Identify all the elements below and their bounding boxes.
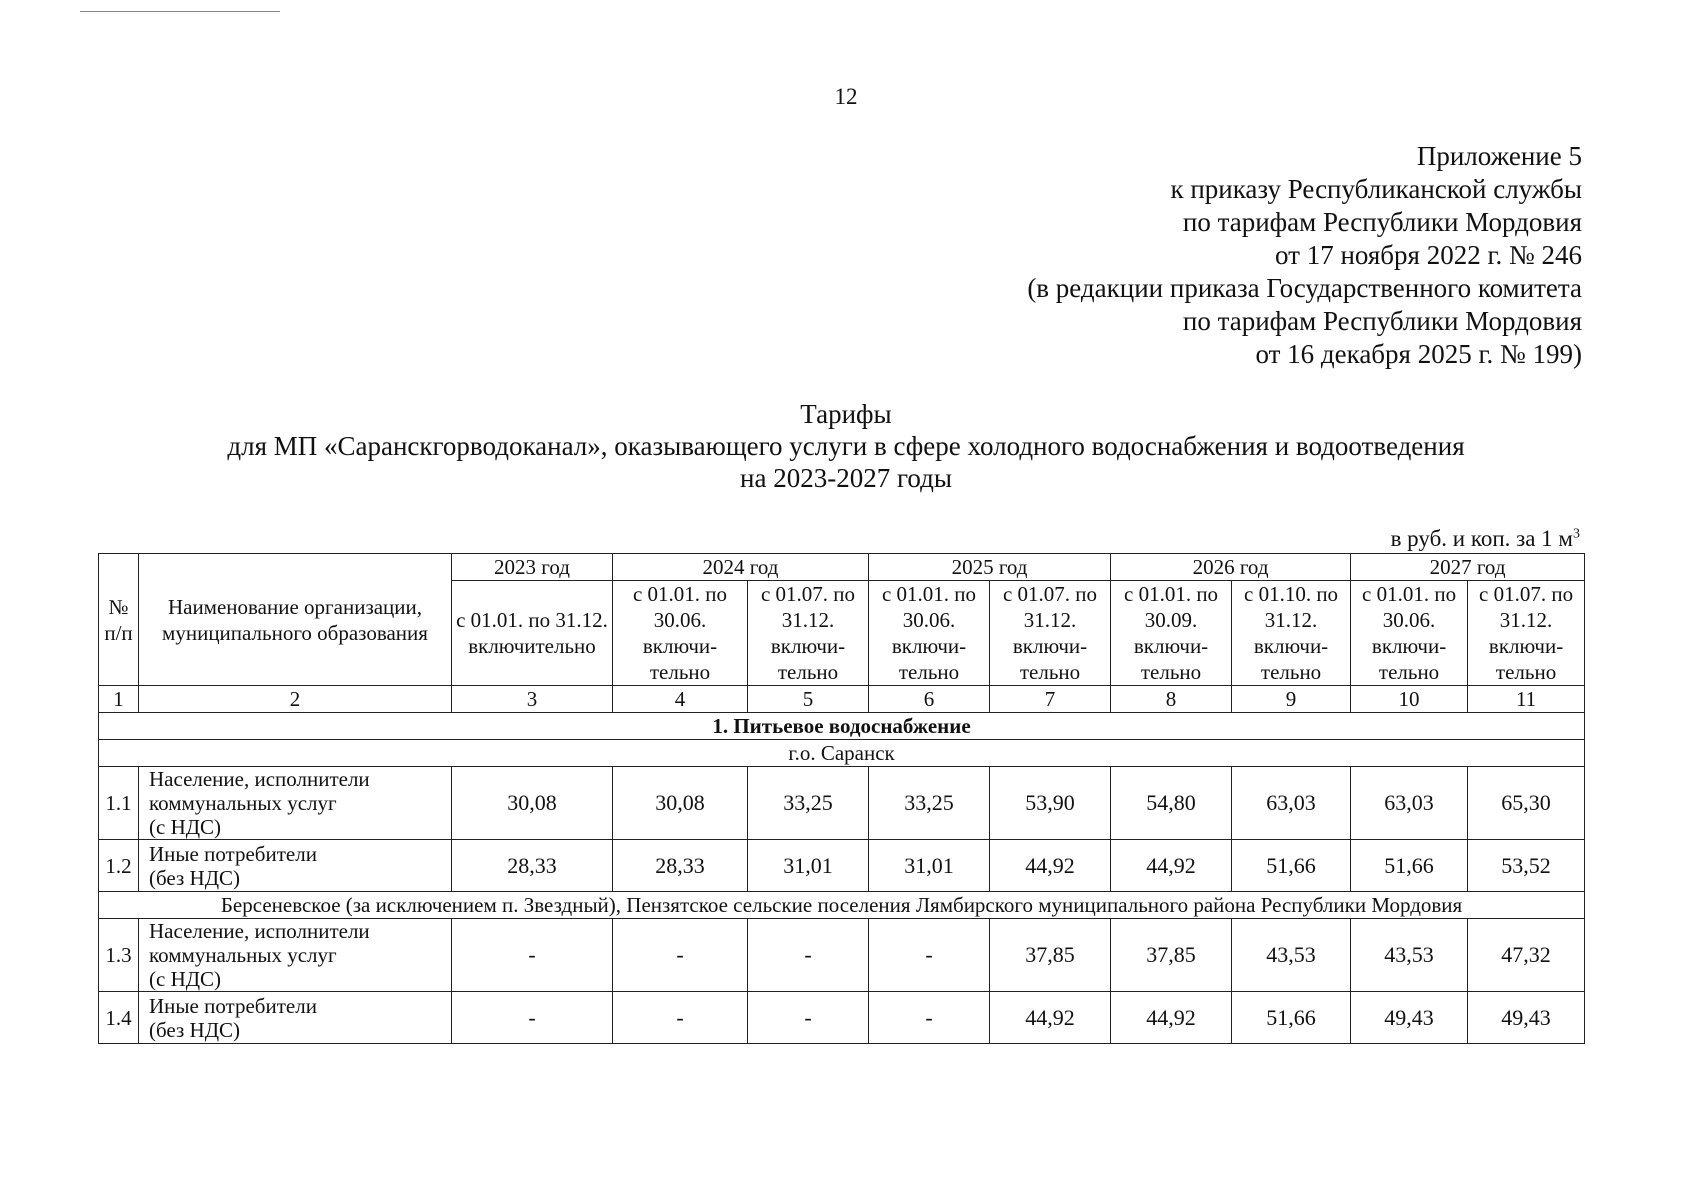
tariff-value: 63,03 bbox=[1232, 767, 1351, 840]
header-year: 2025 год bbox=[869, 554, 1111, 581]
appendix-line: (в редакции приказа Государственного комитета bbox=[1027, 273, 1582, 303]
column-number: 11 bbox=[1468, 686, 1585, 713]
row-number: 1.3 bbox=[99, 919, 139, 992]
tariff-value: 47,32 bbox=[1468, 919, 1585, 992]
appendix-line: от 17 ноября 2022 г. № 246 bbox=[1275, 240, 1582, 270]
tariff-value: 49,43 bbox=[1468, 992, 1585, 1044]
tariff-value: 31,01 bbox=[748, 840, 869, 892]
row-name-line: (с НДС) bbox=[149, 967, 222, 991]
column-number: 7 bbox=[990, 686, 1111, 713]
tariff-value: 44,92 bbox=[990, 992, 1111, 1044]
header-year: 2024 год bbox=[613, 554, 869, 581]
tariff-value: 30,08 bbox=[452, 767, 613, 840]
page-number: 12 bbox=[834, 84, 858, 109]
row-number: 1.4 bbox=[99, 992, 139, 1044]
header-period: с 01.07. по 31.12. включи- тельно bbox=[990, 581, 1111, 686]
tariff-value: 28,33 bbox=[452, 840, 613, 892]
tariff-value: 51,66 bbox=[1351, 840, 1468, 892]
tariff-value: 54,80 bbox=[1111, 767, 1232, 840]
header-period: с 01.01. по 31.12. включительно bbox=[452, 581, 613, 686]
units-note bbox=[1391, 526, 1580, 552]
subsection-heading: Берсеневское (за исключением п. Звездный), Пензятское сельские поселения Лямбирского муниципального района Республики Мордовия bbox=[99, 892, 1585, 919]
tariff-value: 33,25 bbox=[869, 767, 990, 840]
tariff-value: - bbox=[748, 992, 869, 1044]
header-period: с 01.01. по 30.06. включи- тельно bbox=[869, 581, 990, 686]
header-period: с 01.01. по 30.06. включи- тельно bbox=[1351, 581, 1468, 686]
tariff-value: - bbox=[452, 919, 613, 992]
document-title bbox=[0, 398, 1692, 494]
tariff-table bbox=[98, 553, 1585, 1044]
column-number: 9 bbox=[1232, 686, 1351, 713]
row-name bbox=[139, 992, 452, 1044]
tariff-value: 43,53 bbox=[1351, 919, 1468, 992]
tariff-value: 44,92 bbox=[1111, 840, 1232, 892]
appendix-line: по тарифам Республики Мордовия bbox=[1182, 207, 1582, 237]
title-line: на 2023-2027 годы bbox=[740, 463, 952, 493]
tariff-value: - bbox=[613, 992, 748, 1044]
tariff-value: 51,66 bbox=[1232, 992, 1351, 1044]
column-number: 10 bbox=[1351, 686, 1468, 713]
tariff-value: 28,33 bbox=[613, 840, 748, 892]
row-name bbox=[139, 840, 452, 892]
header-name: Наименование организации, муниципального образования bbox=[139, 554, 452, 686]
row-name bbox=[139, 919, 452, 992]
column-number: 6 bbox=[869, 686, 990, 713]
column-number: 8 bbox=[1111, 686, 1232, 713]
header-no: № п/п bbox=[99, 554, 139, 686]
column-number-row bbox=[99, 686, 1585, 713]
row-name-line: коммунальных услуг bbox=[149, 791, 337, 815]
tariff-value: 33,25 bbox=[748, 767, 869, 840]
row-name-line: Население, исполнители bbox=[149, 767, 370, 791]
tariff-value: 44,92 bbox=[1111, 992, 1232, 1044]
column-number: 4 bbox=[613, 686, 748, 713]
table-row bbox=[99, 992, 1585, 1044]
tariff-value: - bbox=[452, 992, 613, 1044]
tariff-value: 44,92 bbox=[990, 840, 1111, 892]
appendix-line: от 16 декабря 2025 г. № 199) bbox=[1255, 339, 1582, 369]
title-line: Тарифы bbox=[800, 399, 892, 429]
column-number: 1 bbox=[99, 686, 139, 713]
subsection-heading: г.о. Саранск bbox=[99, 740, 1585, 767]
tariff-value: 51,66 bbox=[1232, 840, 1351, 892]
tariff-value: 37,85 bbox=[1111, 919, 1232, 992]
appendix-line: Приложение 5 bbox=[1416, 141, 1582, 171]
units-sup: 3 bbox=[1573, 526, 1580, 542]
tariff-value: 31,01 bbox=[869, 840, 990, 892]
header-year: 2023 год bbox=[452, 554, 613, 581]
tariff-value: 37,85 bbox=[990, 919, 1111, 992]
row-name-line: (с НДС) bbox=[149, 815, 222, 839]
header-period: с 01.01. по 30.09. включи- тельно bbox=[1111, 581, 1232, 686]
title-line: для МП «Саранскгорводоканал», оказывающего услуги в сфере холодного водоснабжения и водоотведения bbox=[227, 431, 1465, 461]
tariff-value: - bbox=[869, 919, 990, 992]
tariff-value: - bbox=[748, 919, 869, 992]
section-heading: 1. Питьевое водоснабжение bbox=[99, 713, 1585, 740]
tariff-value: 43,53 bbox=[1232, 919, 1351, 992]
units-text: в руб. и коп. за 1 м bbox=[1390, 526, 1573, 551]
tariff-value: - bbox=[613, 919, 748, 992]
header-year: 2027 год bbox=[1351, 554, 1585, 581]
header-period: с 01.01. по 30.06. включи- тельно bbox=[613, 581, 748, 686]
row-name bbox=[139, 767, 452, 840]
tariff-value: 53,52 bbox=[1468, 840, 1585, 892]
header-period: с 01.07. по 31.12. включи- тельно bbox=[1468, 581, 1585, 686]
row-number: 1.2 bbox=[99, 840, 139, 892]
row-name-line: (без НДС) bbox=[149, 1017, 241, 1042]
table-row bbox=[99, 767, 1585, 840]
header-period: с 01.10. по 31.12. включи- тельно bbox=[1232, 581, 1351, 686]
tariff-value: 49,43 bbox=[1351, 992, 1468, 1044]
row-name-line: (без НДС) bbox=[149, 865, 241, 890]
appendix-line: к приказу Республиканской службы bbox=[1170, 174, 1582, 204]
row-name-line: Население, исполнители bbox=[149, 919, 370, 943]
tariff-value: - bbox=[869, 992, 990, 1044]
tariff-value: 30,08 bbox=[613, 767, 748, 840]
row-number: 1.1 bbox=[99, 767, 139, 840]
top-rule bbox=[80, 11, 280, 12]
row-name-line: коммунальных услуг bbox=[149, 943, 337, 967]
row-name-line: Иные потребители bbox=[149, 993, 317, 1018]
column-number: 5 bbox=[748, 686, 869, 713]
column-number: 2 bbox=[139, 686, 452, 713]
tariff-value: 65,30 bbox=[1468, 767, 1585, 840]
tariff-value: 63,03 bbox=[1351, 767, 1468, 840]
table-row bbox=[99, 919, 1585, 992]
appendix-line: по тарифам Республики Мордовия bbox=[1182, 306, 1582, 336]
row-name-line: Иные потребители bbox=[149, 841, 317, 866]
appendix-block bbox=[1027, 140, 1582, 371]
header-year: 2026 год bbox=[1111, 554, 1351, 581]
header-period: с 01.07. по 31.12. включи- тельно bbox=[748, 581, 869, 686]
tariff-value: 53,90 bbox=[990, 767, 1111, 840]
table-row bbox=[99, 840, 1585, 892]
column-number: 3 bbox=[452, 686, 613, 713]
